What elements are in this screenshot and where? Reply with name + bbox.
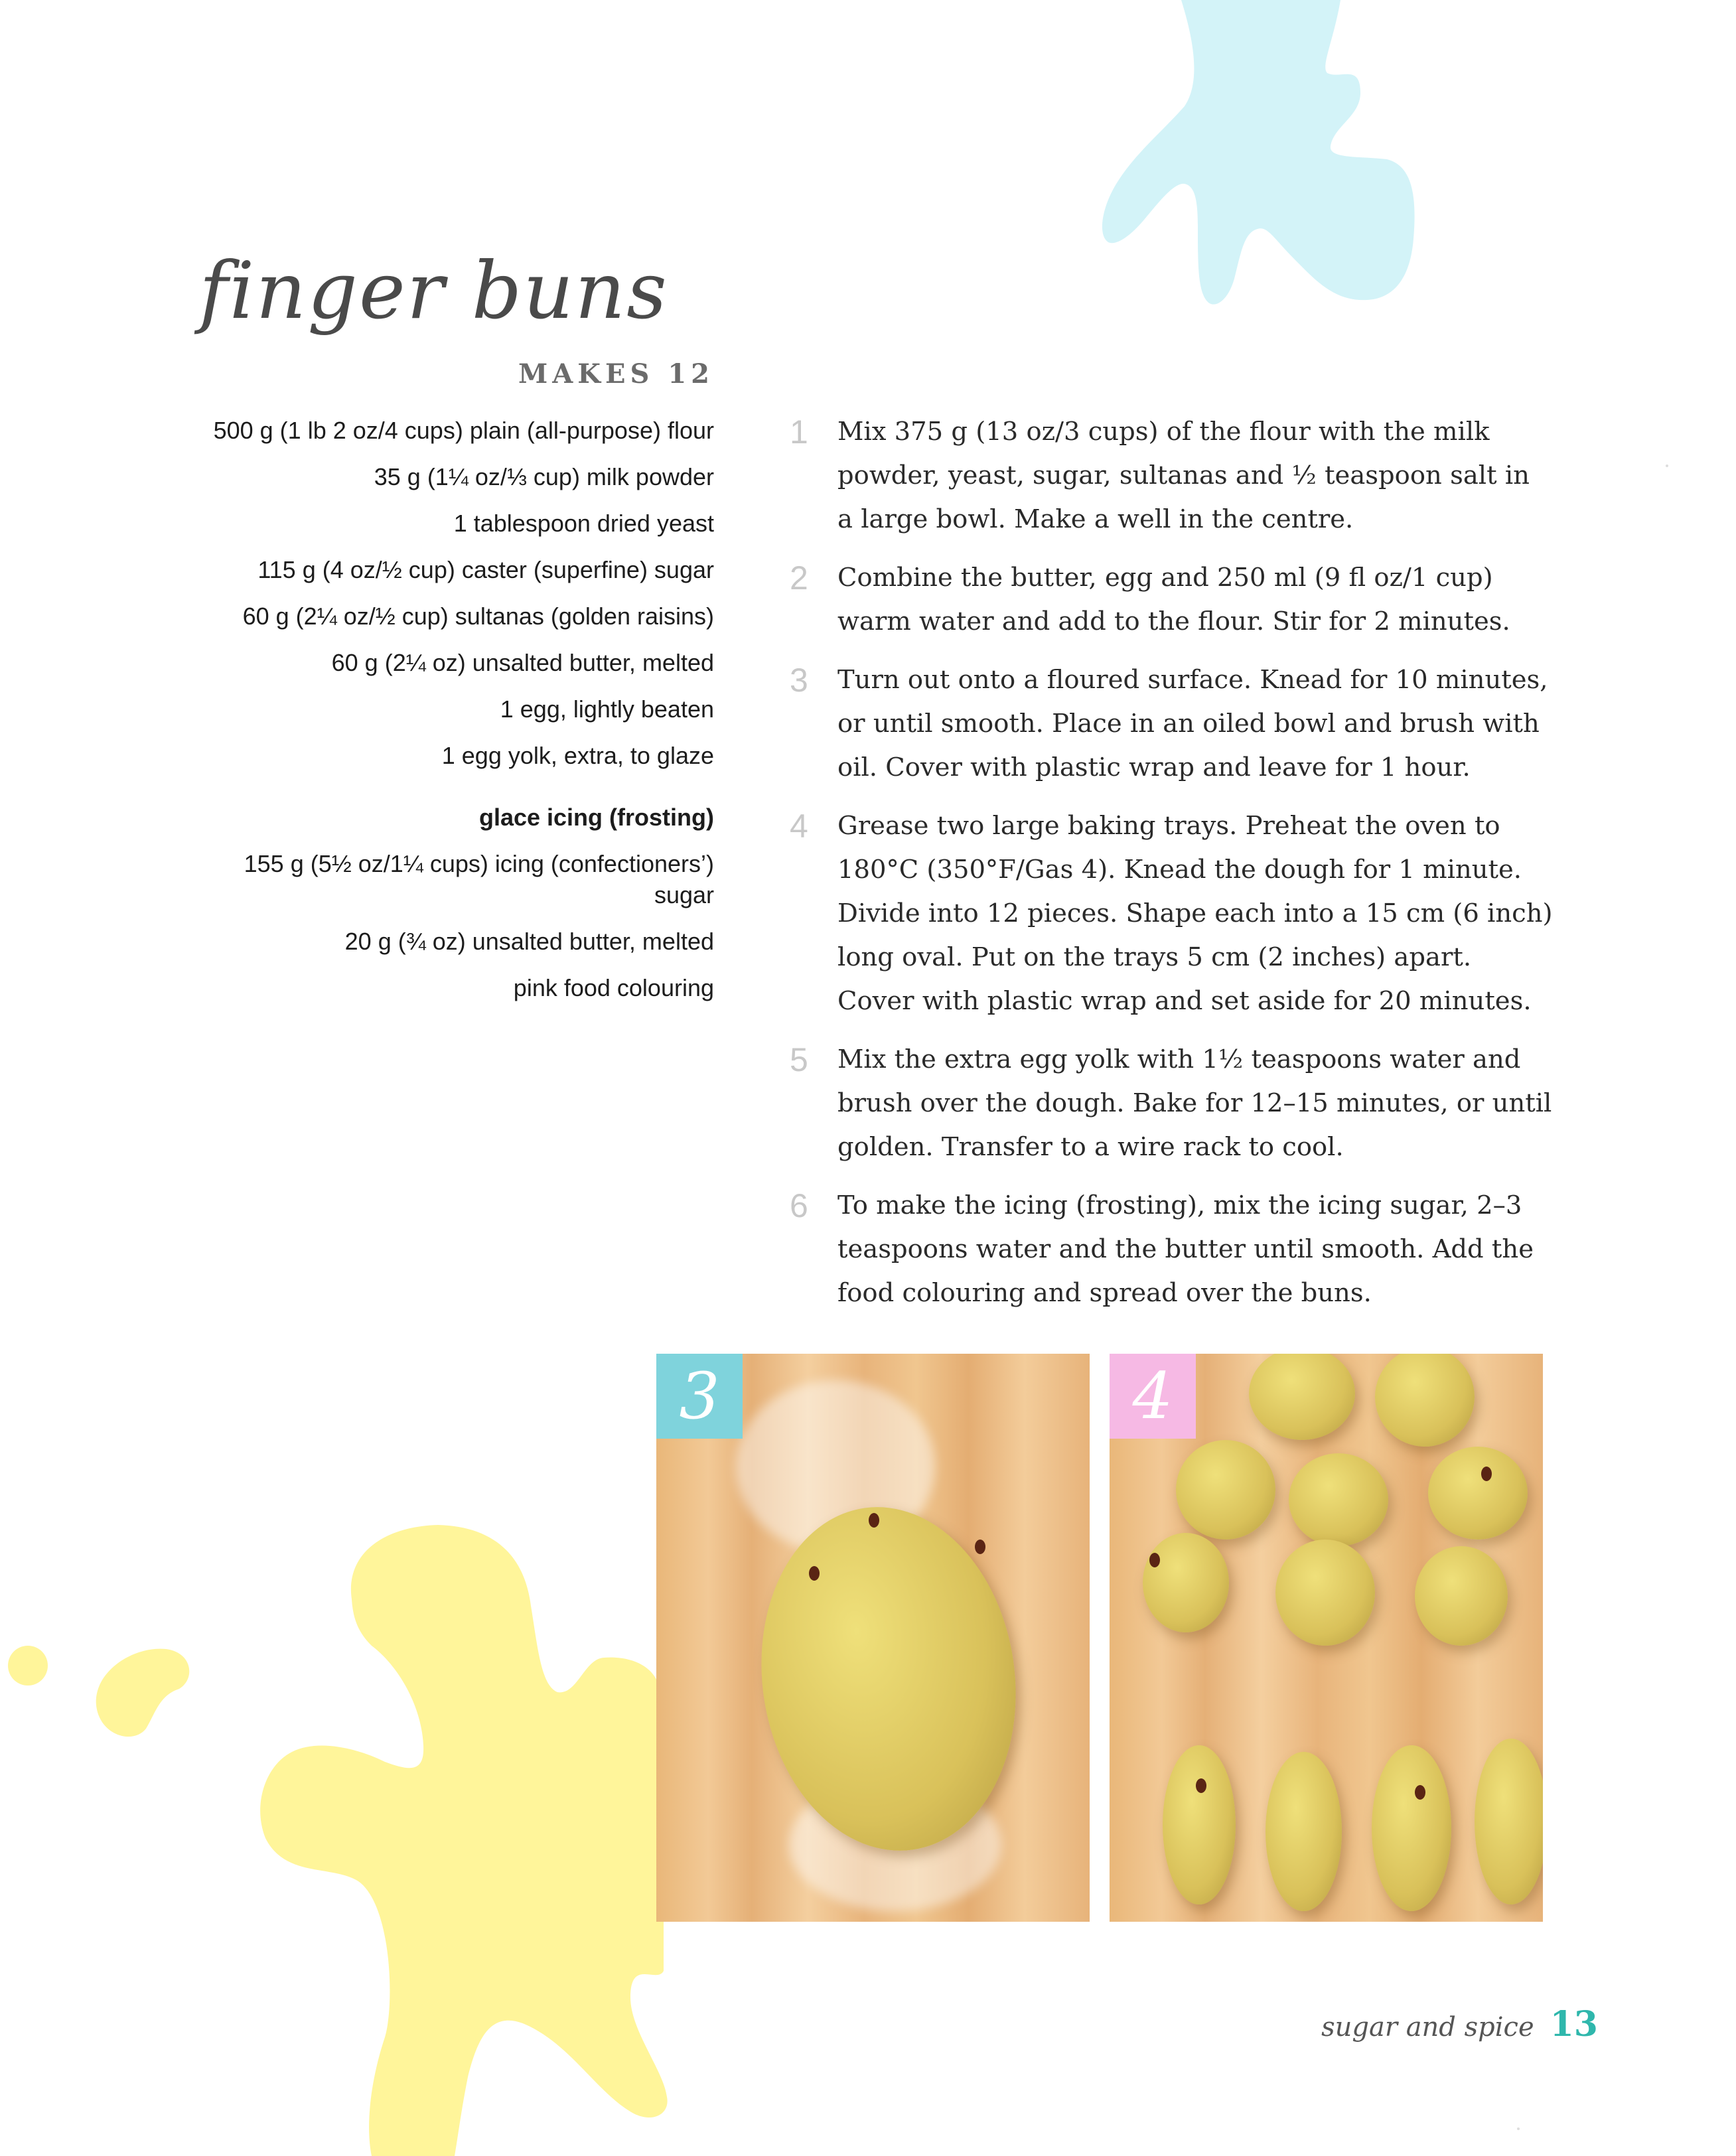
step-text: Grease two large baking trays. Preheat the oven to 180°C (350°F/Gas 4). Knead the dough for 1 minute. Divide into 12 pieces. Shape each into a 15 cm (6 inch) long oval. Put on the trays 5 cm (2 inches) apart. Cover with plastic wrap and set aside for 20 minutes.: [837, 811, 1553, 1016]
speck: [1517, 2127, 1520, 2130]
page-footer: [1321, 2004, 1598, 2045]
ingredient: 1 egg yolk, extra, to glaze: [441, 742, 714, 769]
method-steps: [790, 410, 1553, 1330]
method-step: [790, 804, 1553, 1023]
dough-ball: [740, 1490, 1038, 1867]
raisin: [1196, 1778, 1206, 1793]
page-number: 13: [1550, 2004, 1598, 2045]
ingredient: 1 tablespoon dried yeast: [453, 510, 714, 537]
ingredient: 60 g (2¼ oz/½ cup) sultanas (golden raisins): [242, 603, 714, 630]
raisin: [1415, 1785, 1425, 1800]
step-number: 2: [790, 559, 808, 597]
ingredient: 115 g (4 oz/½ cup) caster (superfine) sugar: [257, 556, 714, 583]
step-4-photo: [1110, 1354, 1543, 1922]
dough-piece: [1428, 1447, 1528, 1540]
step-number: 1: [790, 413, 808, 451]
yellow-splash-decoration: [0, 1493, 703, 2156]
ingredient: 60 g (2¼ oz) unsalted butter, melted: [331, 649, 714, 676]
step-number: 5: [790, 1041, 808, 1078]
dough-piece: [1289, 1453, 1388, 1546]
raisin: [1481, 1467, 1492, 1481]
raisin: [869, 1513, 879, 1528]
method-step: [790, 1184, 1553, 1315]
dough-oval: [1163, 1745, 1236, 1904]
method-step: [790, 410, 1553, 541]
step-number: 4: [790, 808, 808, 845]
raisin: [975, 1540, 985, 1554]
ingredient: 1 egg, lightly beaten: [500, 695, 714, 723]
icing-subheading: glace icing (frosting): [478, 804, 714, 831]
raisin: [809, 1566, 820, 1581]
step-text: To make the icing (frosting), mix the icing sugar, 2–3 teaspoons water and the butter until smooth. Add the food colouring and spread over the buns.: [837, 1190, 1534, 1308]
ingredient: 20 g (¾ oz) unsalted butter, melted: [344, 928, 714, 955]
step-3-photo: [656, 1354, 1090, 1922]
dough-oval: [1372, 1745, 1451, 1911]
speck: [1666, 465, 1668, 467]
recipe-title: finger buns: [199, 245, 668, 337]
step-number: 6: [790, 1187, 808, 1224]
blue-splash-decoration: [1082, 0, 1586, 312]
dough-oval: [1475, 1739, 1543, 1904]
dough-piece: [1249, 1354, 1355, 1440]
method-step: [790, 658, 1553, 790]
ingredient: 500 g (1 lb 2 oz/4 cups) plain (all-purpose) flour: [213, 417, 714, 444]
dough-piece: [1275, 1540, 1375, 1646]
raisin: [1149, 1553, 1160, 1567]
step-text: Mix 375 g (13 oz/3 cups) of the flour with the milk powder, yeast, sugar, sultanas and ½ teaspoon salt in a large bowl. Make a well in the centre.: [837, 417, 1530, 534]
method-step: [790, 1038, 1553, 1169]
dough-piece: [1375, 1354, 1475, 1447]
ingredient: 35 g (1¼ oz/⅓ cup) milk powder: [374, 463, 714, 490]
section-name: sugar and spice: [1321, 2012, 1534, 2043]
dough-piece: [1176, 1440, 1275, 1540]
step-text: Mix the extra egg yolk with 1½ teaspoons water and brush over the dough. Bake for 12–15 minutes, or until golden. Transfer to a wire rack to cool.: [837, 1044, 1552, 1162]
ingredient: pink food colouring: [513, 974, 714, 1001]
recipe-yield: MAKES 12: [518, 358, 714, 390]
step-4-badge: 4: [1110, 1354, 1196, 1439]
step-text: Combine the butter, egg and 250 ml (9 fl oz/1 cup) warm water and add to the flour. Stir for 2 minutes.: [837, 563, 1510, 636]
step-3-badge: 3: [656, 1354, 743, 1439]
dough-piece: [1415, 1546, 1508, 1646]
step-text: Turn out onto a floured surface. Knead for 10 minutes, or until smooth. Place in an oiled bowl and brush with oil. Cover with plastic wrap and leave for 1 hour.: [837, 665, 1548, 782]
ingredient: 155 g (5½ oz/1¼ cups) icing (confectioners’) sugar: [244, 850, 714, 908]
ingredient-list: [199, 415, 714, 1019]
method-step: [790, 556, 1553, 644]
dough-piece: [1143, 1533, 1229, 1632]
step-number: 3: [790, 662, 808, 699]
dough-oval: [1266, 1752, 1342, 1911]
